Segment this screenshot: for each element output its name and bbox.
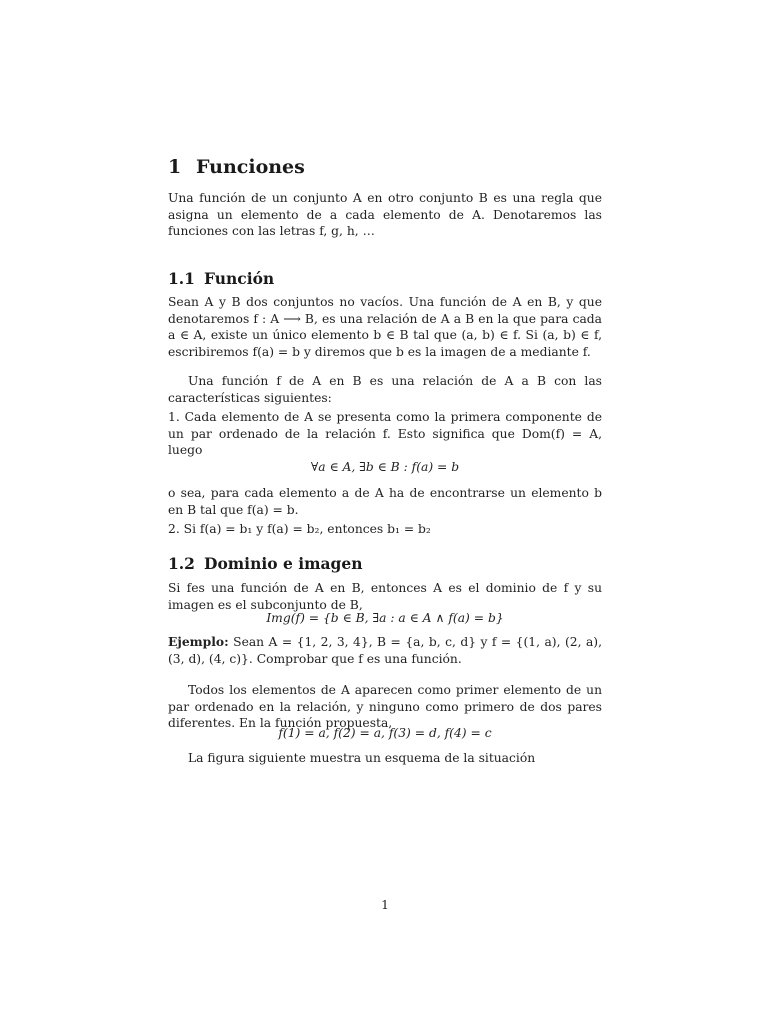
property-2-paragraph: 2. Si f(a) = b₁ y f(a) = b₂, entonces b₁ = b₂ xyxy=(168,522,431,536)
definition-paragraph: Sean A y B dos conjuntos no vacíos. Una función de A en B, y que denotaremos f : A ⟶ B, es una relación de A a B en la que para cada a ∈ A, existe un único elemento b ∈ B tal que (a, b) ∈ f. Si (a, b) ∈ f, escribiremos f(a) = b y diremos que b es la imagen de a mediante f. xyxy=(168,295,602,359)
section-title: Funciones xyxy=(196,156,305,178)
property-1-paragraph: 1. Cada elemento de A se presenta como la primera componente de un par ordenado de la relación f. Esto significa que Dom(f) = A, luego xyxy=(168,410,602,457)
explanation-paragraph: Todos los elementos de A aparecen como primer elemento de un par ordenado en la relación, y ninguno como primero de dos pares diferentes. En la función propuesta, xyxy=(168,683,602,730)
example-text: Sean A = {1, 2, 3, 4}, B = {a, b, c, d} y f = {(1, a), (2, a), (3, d), (4, c)}. Comprobar que f es una función. xyxy=(168,635,602,666)
intro-paragraph: Una función de un conjunto A en otro conjunto B es una regla que asigna un elemento de a cada elemento de A. Denotaremos las funciones con las letras f, g, h, … xyxy=(168,191,602,238)
subsection-heading-1-2 xyxy=(168,554,363,573)
subsection-title: Dominio e imagen xyxy=(204,554,363,573)
equation-values: f(1) = a, f(2) = a, f(3) = d, f(4) = c xyxy=(278,726,492,740)
property-1-continuation: o sea, para cada elemento a de A ha de encontrarse un elemento b en B tal que f(a) = b. xyxy=(168,486,602,517)
subsection-number: 1.2 xyxy=(168,554,195,573)
equation-image: Img(f) = {b ∈ B, ∃a : a ∈ A ∧ f(a) = b} xyxy=(266,611,504,625)
equation-forall: ∀a ∈ A, ∃b ∈ B : f(a) = b xyxy=(310,460,460,474)
subsection-number: 1.1 xyxy=(168,269,195,288)
subsection-title: Función xyxy=(204,269,275,288)
example-paragraph xyxy=(168,634,602,667)
example-label: Ejemplo: xyxy=(168,634,229,649)
figure-intro-paragraph: La figura siguiente muestra un esquema de la situación xyxy=(188,751,536,765)
characteristics-paragraph: Una función f de A en B es una relación de A a B con las características siguientes: xyxy=(168,374,602,405)
subsection-heading-1-1 xyxy=(168,269,274,288)
domain-paragraph: Si fes una función de A en B, entonces A es el dominio de f y su imagen es el subconjunto de B, xyxy=(168,581,602,612)
section-heading xyxy=(168,156,305,178)
page-number: 1 xyxy=(381,898,389,912)
section-number: 1 xyxy=(168,156,182,178)
